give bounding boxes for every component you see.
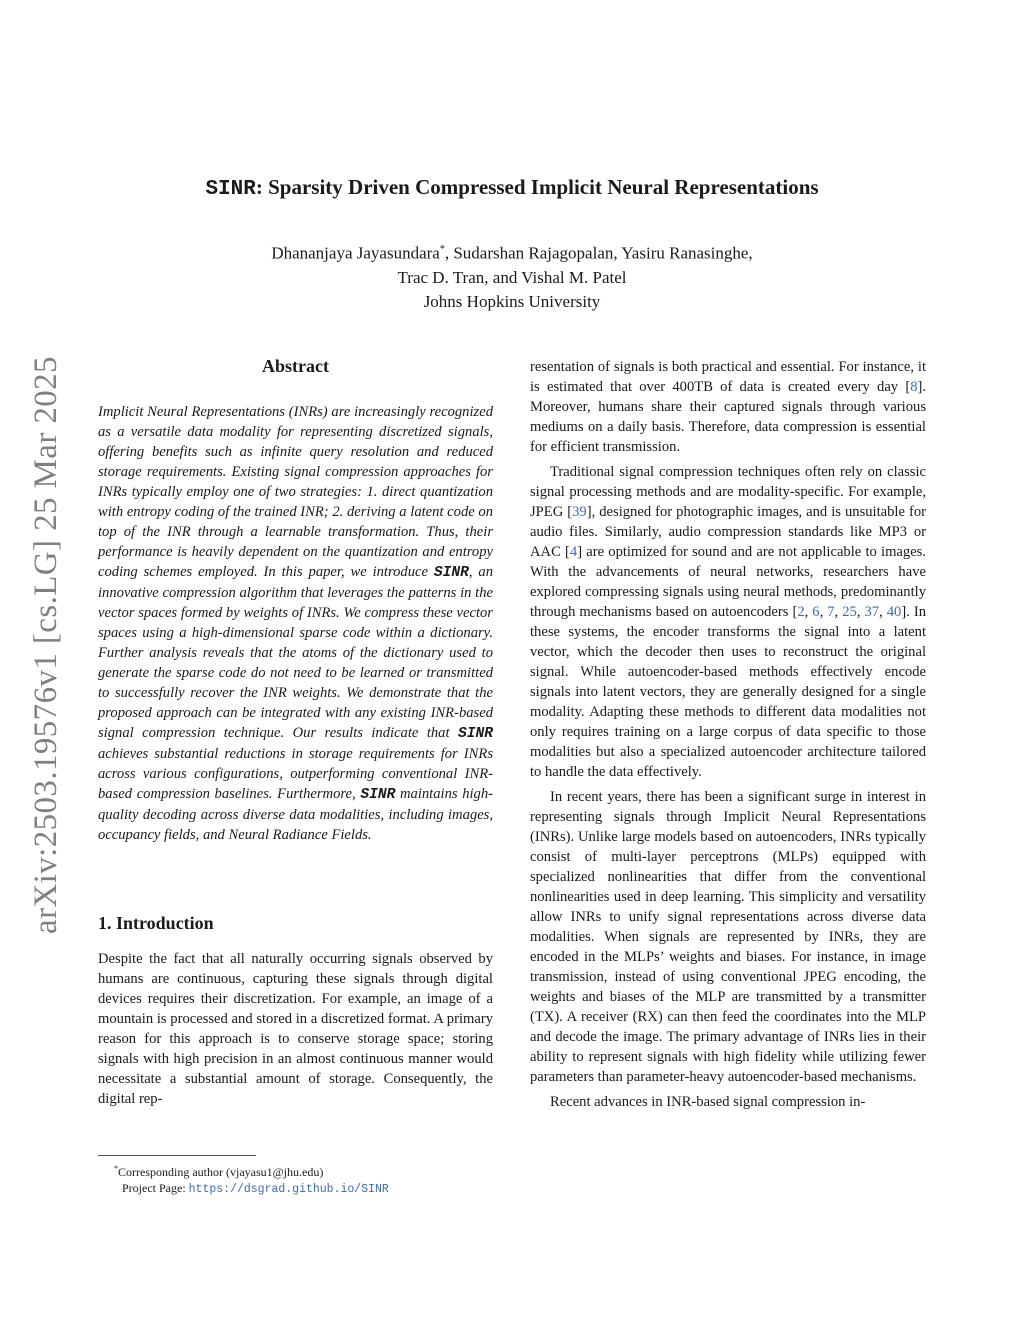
abstract-heading: Abstract bbox=[262, 356, 329, 376]
section-heading-introduction: 1. Introduction bbox=[98, 913, 214, 933]
citation-link[interactable]: 40 bbox=[886, 604, 902, 620]
paper-title bbox=[98, 172, 926, 205]
intro-paragraph-1-continued: resentation of signals is both practical and essential. For instance, it is estimated that over 400TB of data is created every day [8]. Moreover, humans share their captured signals through various mediums on a daily basis. Therefore, data compression is essential for efficient transmission. bbox=[530, 359, 926, 455]
intro-paragraph-3: In recent years, there has been a significant surge in interest in representing signals through Implicit Neural Representations (INRs). Unlike large models based on autoencoders, INRs typically consist of multi-layer perceptrons (MLPs) equipped with specialized nonlinearities that differ from the conventional nonlinearities used in deep learning. This simplicity and versatility allow INRs to unify signal representations across diverse data modalities. When signals are represented by INRs, they are encoded in the MLPs’ weights and biases. For instance, in image transmission, instead of using conventional JPEG encoding, the weights and biases of the MLP are transmitted by a transmitter (TX). A receiver (RX) can then feed the coordinates into the MLP and decode the image. The primary advantage of INRs lies in their ability to represent signals with high fidelity while utilizing fewer parameters than parameter-heavy autoencoder-based mechanisms. bbox=[530, 789, 926, 1085]
title-text: : Sparsity Driven Compressed Implicit Neural Representations bbox=[255, 175, 819, 199]
method-name: SINR bbox=[433, 565, 469, 581]
left-column bbox=[98, 352, 493, 1109]
citation-link[interactable]: 25 bbox=[842, 604, 857, 620]
citation-link[interactable]: 39 bbox=[572, 504, 587, 520]
footnote bbox=[98, 1161, 493, 1198]
citation-link[interactable]: 2 bbox=[797, 604, 805, 620]
co-authors: , Sudarshan Rajagopalan, Yasiru Ranasinghe, bbox=[444, 243, 753, 263]
citation-link[interactable]: 4 bbox=[569, 544, 578, 560]
footnote-mark: * bbox=[114, 1164, 118, 1173]
intro-paragraph-2: Traditional signal compression techniques often rely on classic signal processing methods and are modality-specific. For example, JPEG [39], designed for photographic images, and is unsuitable for audio files. Similarly, audio compression standards like MP3 or AAC [4] are optimized for sound and are not applicable to images. With the advancements of neural networks, researchers have explored compressing signals using neural methods, predominantly through mechanisms based on autoencoders [2, 6, 7, 25, 37, 40]. In these systems, the encoder transforms the signal into a latent vector, which the decoder then uses to reconstruct the original signal. While autoencoder-based methods effectively encode signals into latent vectors, they are generally designed for a single modality. Adapting these methods to different data modalities not only requires training on a large corpus of data specific to those modalities but also a specialized autoencoder architecture tailored to handle the data effectively. bbox=[530, 464, 927, 780]
footnote-project-page: Project Page: https://dsgrad.github.io/SINR bbox=[122, 1181, 389, 1196]
right-column bbox=[530, 357, 926, 1112]
affiliation: Johns Hopkins University bbox=[423, 291, 601, 311]
citation-link[interactable]: 8 bbox=[910, 379, 918, 395]
citation-link[interactable]: 7 bbox=[827, 604, 835, 620]
method-name: SINR bbox=[360, 787, 396, 803]
authors-line-1 bbox=[98, 238, 926, 266]
arxiv-stamp: arXiv:2503.19576v1 [cs.LG] 25 Mar 2025 bbox=[28, 356, 64, 934]
title-method-name: SINR bbox=[205, 178, 256, 201]
first-author: Dhananjaya Jayasundara bbox=[271, 243, 440, 263]
corresponding-mark: * bbox=[439, 244, 445, 255]
project-page-link[interactable]: https://dsgrad.github.io/SINR bbox=[188, 1183, 389, 1196]
footnote-corresponding: *Corresponding author (vjayasu1@jhu.edu) bbox=[114, 1164, 324, 1179]
authors-line-2: Trac D. Tran, and Vishal M. Patel bbox=[397, 267, 627, 287]
author-block bbox=[98, 238, 926, 314]
footnote-divider bbox=[98, 1155, 256, 1156]
citation-link[interactable]: 6 bbox=[812, 604, 820, 620]
abstract-text: Implicit Neural Representations (INRs) are increasingly recognized as a versatile data modality for representing discretized signals, offering benefits such as infinite query resolution and reduced storage requirements. Existing signal compression approaches for INRs typically employ one of two strategies: 1. direct quantization with entropy coding of the trained INR; 2. deriving a latent code on top of the INR through a learnable transformation. Thus, their performance is heavily dependent on the quantization and entropy coding schemes employed. In this paper, we introduce SINR, an innovative compression algorithm that leverages the patterns in the vector spaces formed by weights of INRs. We compress these vector spaces using a high-dimensional sparse code within a dictionary. Further analysis reveals that the atoms of the dictionary used to generate the sparse code do not need to be learned or transmitted to successfully recover the INR weights. We demonstrate that the proposed approach can be integrated with any existing INR-based signal compression technique. Our results indicate that SINR achieves substantial reductions in storage requirements for INRs across various configurations, outperforming conventional INR-based compression baselines. Furthermore, SINR maintains high-quality decoding across diverse data modalities, including images, occupancy fields, and Neural Radiance Fields. bbox=[98, 404, 493, 843]
intro-paragraph-1: Despite the fact that all naturally occurring signals observed by humans are continuous, capturing these signals through digital devices requires their discretization. For example, an image of a mountain is processed and stored in a discretized format. A primary reason for this approach is to conserve storage space; storing signals with high precision in an almost continuous manner would necessitate a substantial amount of storage. Consequently, the digital rep- bbox=[98, 951, 493, 1107]
method-name: SINR bbox=[457, 726, 493, 742]
intro-paragraph-4: Recent advances in INR-based signal compression in- bbox=[550, 1094, 866, 1110]
citation-link[interactable]: 37 bbox=[864, 604, 880, 620]
